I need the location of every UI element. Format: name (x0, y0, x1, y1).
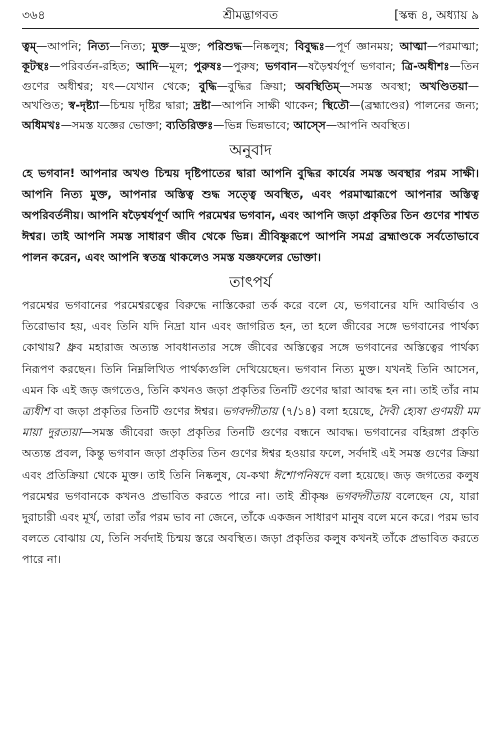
synonym-word: অবস্থিতিম্ (295, 79, 340, 93)
synonym-word: ভগবান (265, 59, 298, 73)
purport-run: বা জড়া প্রকৃতির তিনটি গুণের ঈশ্বর। (49, 405, 223, 418)
synonym-meaning: —পরমাত্মা; (426, 40, 480, 53)
synonym-word: অধিমখঃ (22, 119, 61, 133)
synonym-meaning: —চিন্ময় দৃষ্টির দ্বারা; (99, 99, 194, 113)
synonym-meaning: —সমস্ত যজ্ঞের ভোক্তা; (60, 119, 166, 133)
word-for-word-synonyms (22, 37, 479, 136)
synonym-meaning: —ষড়ৈশ্বর্যপূর্ণ ভগবান; (297, 59, 402, 73)
purport-run: —সমস্ত জীবেরা জড়া প্রকৃতির তিনটি গুণের বন্ধনে আবদ্ধ। ভগবানের বহিরঙ্গা প্রকৃতি অত্যন্ত প্রবল, কিন্তু ভগবান জড়া প্রকৃতির তিন গুণের ঈশ্বর হওয়ার ফলে, সর্বদাই এই সমস্ত গুণের ক্রিয়া এবং প্রতিক্রিয়া থেকে মুক্ত। তাই তিনি নিষ্কলুষ, যে-কথা (22, 426, 479, 482)
synonym-word: কূটস্থঃ (22, 59, 50, 73)
purport-italic-run: ভগবদ্গীতায় (334, 489, 391, 503)
book-title: শ্রীমদ্ভাগবত (222, 8, 278, 22)
purport-run: (৭/১৪) বলা হয়েছে, (277, 405, 379, 418)
synonym-meaning: —(ব্রহ্মাণ্ডের) পালনের জন্য; (349, 99, 479, 113)
synonym-meaning: —পুরুষ; (221, 59, 266, 73)
synonym-word: পরিশুদ্ধ (207, 40, 242, 53)
synonym-word: স্থিতৌ (322, 99, 350, 113)
synonym-meaning: —অখণ্ডিত; (22, 79, 479, 113)
synonym-word: আত্মা (399, 40, 427, 53)
purport-run: বলেছেন যে, যারা দুরাচারী এবং মূর্খ, তারা তাঁর পরম ভাব না জেনে, তাঁকে একজন সাধারণ মানুষ বলে মনে করে। পরম ভাব বলতে বোঝায় যে, তিনি সর্বদাই চিন্ময় স্তরে অবস্থিত। জড়া প্রকৃতির কলুষ কখনই তাঁকে প্রভাবিত করতে পারে না। (22, 489, 479, 567)
synonym-word: ত্বম্ (22, 40, 37, 53)
purport-italic-run: ভগবদ্গীতায় (222, 405, 278, 418)
book-page (0, 4, 501, 737)
synonym-word: নিত্য (87, 40, 110, 53)
synonym-meaning: —পূর্ণ জ্ঞানময়; (324, 40, 400, 53)
synonym-word: স্ব-দৃষ্ট্যা (68, 99, 100, 113)
purport-run: বলা হয়েছে। জড় জগতের কলুষ পরমেশ্বর ভগবানকে কখনও প্রভাবিত করতে পারে না। তাই শ্রীকৃষ্ণ (22, 468, 479, 503)
purport-text (22, 295, 479, 571)
translation-text: হে ভগবান! আপনার অখণ্ড চিন্ময় দৃষ্টিপাতের দ্বারা আপনি বুদ্ধির কার্যের সমস্ত অবস্থার পরম সাক্ষী। আপনি নিত্য মুক্ত, আপনার অস্তিত্ব শুদ্ধ সত্ত্বে অবস্থিত, এবং পরমাত্মারূপে আপনার অস্তিত্ব অপরিবর্তনীয়। আপনি ষড়ৈশ্বর্যপূর্ণ আদি পরমেশ্বর ভগবান, এবং আপনি জড়া প্রকৃতির তিন গুণের শাশ্বত ঈশ্বর। তাই আপনি সমস্ত সাধারণ জীব থেকে ভিন্ন। শ্রীবিষ্ণুরূপে আপনি সমগ্র ব্রহ্মাণ্ডকে সর্বতোভাবে পালন করেন, এবং আপনি স্বতন্ত্র থাকলেও সমস্ত যজ্ঞফলের ভোক্তা। (22, 166, 479, 264)
purport-italic-run: দৈবী হ্যেষা গুণময়ী মম মায়া দুরত্যয়া (22, 405, 479, 440)
synonym-meaning: —তিন গুণের অধীশ্বর; যৎ—যেখান থেকে; (22, 59, 479, 93)
synonym-meaning: —নিত্য; (109, 40, 152, 53)
purport-italic-run: ঈশোপনিষদে (273, 468, 330, 482)
synonym-meaning: —সমস্ত অবস্থা; (339, 79, 420, 93)
purport-heading: তাৎপর্য (229, 272, 272, 291)
synonym-meaning: —নিষ্কলুষ; (241, 40, 295, 53)
synonym-meaning: —পরিবর্তন-রহিত; (49, 59, 137, 73)
synonym-word: ত্রি-অধীশঃ (401, 59, 450, 73)
synonym-word: আস্সে (293, 119, 326, 133)
translation-heading: অনুবাদ (229, 140, 272, 159)
synonym-meaning: —আপনি; (36, 40, 88, 53)
synonym-meaning: —মুক্ত; (169, 40, 208, 53)
synonym-word: অখণ্ডিতয়া (419, 79, 468, 93)
synonym-word: ব্যতিরিক্তঃ (166, 119, 214, 133)
purport-italic-run: ত্র্যধীশ (22, 405, 50, 418)
synonym-word: মুক্ত (151, 40, 170, 53)
section-label: [স্কন্ধ ৪, অধ্যায় ৯ (394, 8, 479, 22)
header-rule (22, 28, 479, 29)
page-number: ৩৬৪ (22, 8, 46, 22)
synonym-word: দ্রষ্টা (193, 99, 211, 113)
synonym-meaning: —আপনি অবস্থিত। (325, 119, 410, 133)
synonym-word: পুরুষঃ (193, 59, 222, 73)
synonym-meaning: —বুদ্ধির ক্রিয়া; (216, 79, 296, 93)
synonym-meaning: —আপনি সাক্ষী থাকেন; (210, 99, 323, 113)
page-header (22, 4, 479, 28)
purport-run: পরমেশ্বর ভগবানের পরমেশ্বরত্বের বিরুদ্ধে নাস্তিকেরা তর্ক করে বলে যে, ভগবানের যদি আবির্ভাব ও তিরোভাব হয়, এবং তিনি যদি নিদ্রা যান এবং জাগরিত হন, তা হলে জীবের সঙ্গে ভগবানের পার্থক্য কোথায়? ধ্রুব মহারাজ অত্যন্ত সাবধানতার সঙ্গে জীবের অস্তিত্বের সঙ্গে ভগবানের অস্তিত্বের পার্থক্য নিরূপণ করছেন। তিনি নিম্নলিখিত পার্থক্যগুলি দেখিয়েছেন। ভগবান নিত্য মুক্ত। যখনই তিনি আসেন, এমন কি এই জড় জগতেও, তিনি কখনও জড়া প্রকৃতির তিনটি গুণের দ্বারা আবদ্ধ হন না। তাই তাঁর নাম (22, 298, 479, 397)
synonym-word: বিবুদ্ধঃ (294, 40, 325, 53)
synonym-word: বুদ্ধি (199, 79, 217, 93)
synonym-word: আদি (136, 59, 159, 73)
synonym-meaning: —মূল; (158, 59, 194, 73)
synonym-meaning: —ভিন্ন ভিন্নভাবে; (213, 119, 294, 133)
